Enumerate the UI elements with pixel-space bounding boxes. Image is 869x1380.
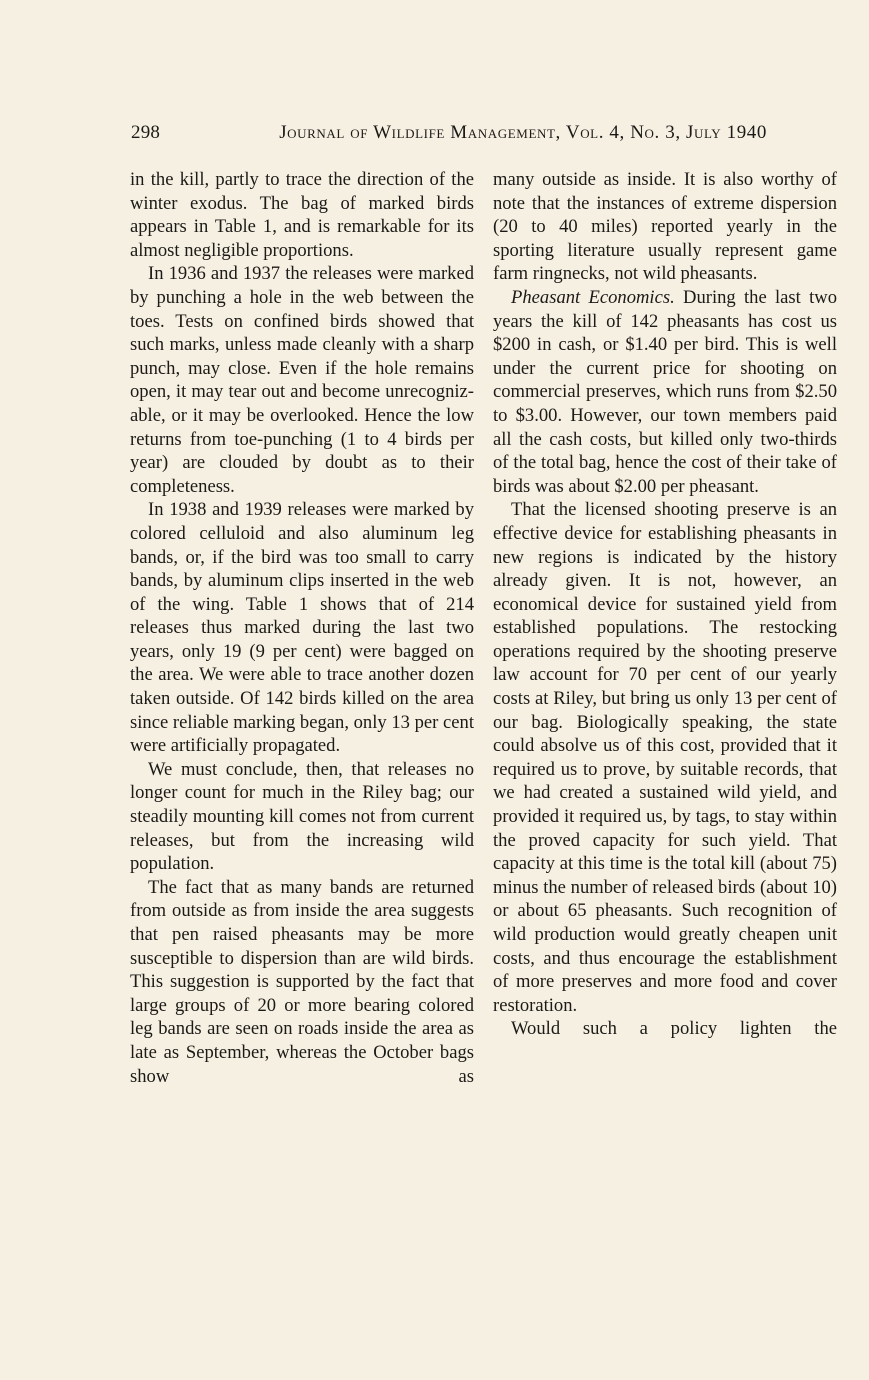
paragraph-body: During the last two years the kill of 142 pheasants has cost us $200 in cash, or $1.40 per bird. This is well under the current price for shooting on commercial preserves, which runs from $2.50 to $3.00. However, our town members paid all the cash costs, but killed only two-thirds of the total bag, hence the cost of their take of birds was about $2.00 per pheasant.: [493, 286, 837, 497]
section-heading: Pheasant Economics.: [511, 286, 675, 308]
paragraph: The fact that as many bands are returned from outside as from inside the area suggests that pen raised pheasants may be more susceptible to dispersion than are wild birds. This suggestion is supported by the fact that large groups of 20 or more bearing colored leg bands are seen on roads inside the area as late as September, whereas the October bags show as: [130, 876, 474, 1087]
running-header: [131, 119, 767, 147]
paragraph: In 1936 and 1937 the releases were marked by punching a hole in the web between the toes. Tests on confined birds showed that such marks, unless made cleanly with a sharp punch, may close. Even if the hole remains open, it may tear out and become unrecognizable, or it may be overlooked. Hence the low returns from toe-punching (1 to 4 birds per year) are clouded by doubt as to their completeness.: [130, 263, 474, 497]
page-number: 298: [131, 122, 161, 143]
paragraph: In 1938 and 1939 releases were marked by colored celluloid and also aluminum leg bands, or, if the bird was too small to carry bands, by aluminum clips inserted in the web of the wing. Table 1 shows that of 214 releases thus marked during the last two years, only 19 (9 per cent) were bagged on the area. We were able to trace another dozen taken outside. Of 142 birds killed on the area since reliable marking began, only 13 per cent were artificially propagated.: [130, 499, 474, 757]
paragraph: many outside as inside. It is also worthy of note that the instances of extreme dispersion (20 to 40 miles) reported yearly in the sporting literature usually represent game farm ringnecks, not wild pheasants.: [493, 169, 837, 285]
paragraph: [493, 286, 837, 498]
paragraph: in the kill, partly to trace the direction of the winter exodus. The bag of marked birds appears in Table 1, and is remarkable for its almost negligible proportions.: [130, 169, 474, 261]
left-column: [130, 168, 474, 1088]
right-column: [493, 168, 837, 1041]
paragraph: That the licensed shooting preserve is an effective device for establishing pheasants in new regions is indicated by the history already given. It is not, however, an economical device for sustained yield from established populations. The restocking operations required by the shooting preserve law account for 70 per cent of our yearly costs at Riley, but bring us only 13 per cent of our bag. Biologically speaking, the state could absolve us of this cost, provided that it required us to prove, by suitable records, that we had created a sustained wild yield, and provided it required us, by tags, to stay within the proved capacity for such yield. That capacity at this time is the total kill (about 75) minus the number of released birds (about 10) or about 65 pheasants. Such recognition of wild production would greatly cheapen unit costs, and thus encourage the establishment of more preserves and more food and cover restoration.: [493, 499, 837, 1016]
journal-title: Journal of Wildlife Management, Vol. 4, No. 3, July 1940: [279, 122, 767, 143]
paragraph: Would such a policy lighten the: [511, 1018, 837, 1040]
paragraph: We must conclude, then, that releases no longer count for much in the Riley bag; our steadily mounting kill comes not from current releases, but from the increasing wild population.: [130, 758, 474, 875]
